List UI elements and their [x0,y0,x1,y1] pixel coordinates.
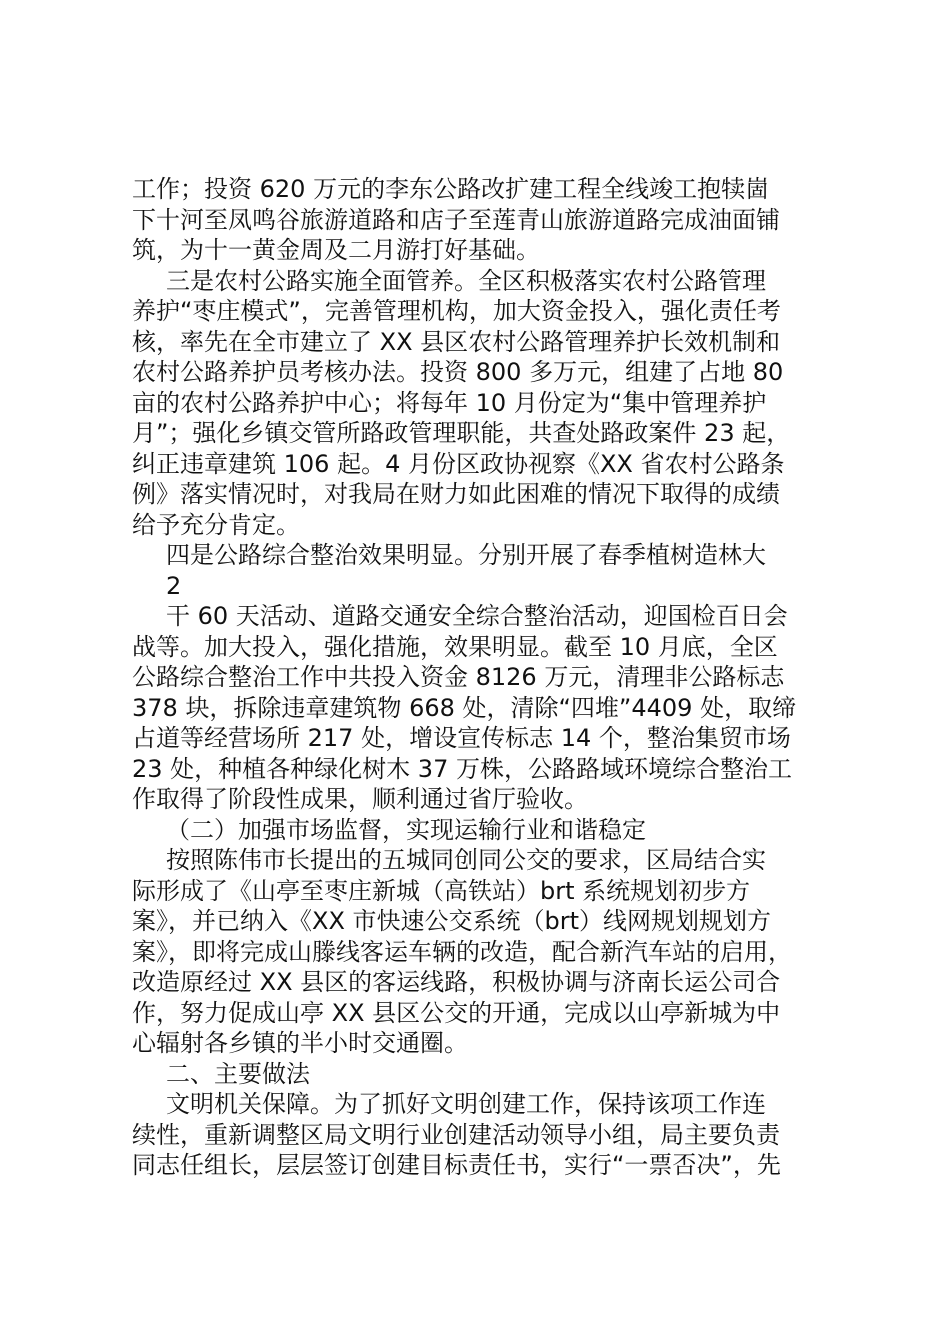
text-line: 改造原经过 XX 县区的客运线路，积极协调与济南长运公司合 [132,968,781,996]
text-line: 文明机关保障。为了抓好文明创建工作，保持该项工作连 [166,1090,766,1118]
text-line: 23 处，种植各种绿化树木 37 万株，公路路域环境综合整治工 [132,754,792,783]
text-line: 月”；强化乡镇交管所路政管理职能，共查处路政案件 23 起， [132,419,791,447]
text-line: 农村公路养护员考核办法。投资 800 多万元，组建了占地 80 [132,358,784,386]
text-line: 占道等经营场所 217 处，增设宣传标志 14 个，整治集贸市场 [132,724,791,752]
text-line: 下十河至凤鸣谷旅游道路和店子至莲青山旅游道路完成油面铺 [132,205,780,234]
document-body [132,174,832,1181]
text-line: 作，努力促成山亭 XX 县区公交的开通，完成以山亭新城为中 [132,998,781,1027]
text-line: 378 块，拆除违章建筑物 668 处，清除“四堆”4409 处，取缔 [132,693,797,722]
text-line: 亩的农村公路养护中心；将每年 10 月份定为“集中管理养护 [132,388,767,417]
text-line: 筑，为十一黄金周及二月游打好基础。 [132,236,540,264]
text-line: 四是公路综合整治效果明显。分别开展了春季植树造林大 [166,541,766,569]
text-line: 三是农村公路实施全面管养。全区积极落实农村公路管理 [166,266,766,295]
text-line: （二）加强市场监督，实现运输行业和谐稳定 [166,815,646,844]
text-line: 续性，重新调整区局文明行业创建活动领导小组，局主要负责 [132,1120,780,1149]
text-line: 核，率先在全市建立了 XX 县区农村公路管理养护长效机制和 [132,327,781,356]
text-line: 给予充分肯定。 [132,510,300,539]
text-line: 案》，并已纳入《XX 市快速公交系统（brt）线网规划规划方 [132,907,772,935]
text-line: 养护“枣庄模式”，完善管理机构，加大资金投入，强化责任考 [132,297,781,325]
document-page [132,174,832,1181]
page-number: 2 [166,571,182,600]
text-line: 二、主要做法 [166,1059,310,1088]
text-line: 按照陈伟市长提出的五城同创同公交的要求，区局结合实 [166,846,766,874]
text-line: 例》落实情况时，对我局在财力如此困难的情况下取得的成绩 [132,480,780,508]
text-line: 公路综合整治工作中共投入资金 8126 万元，清理非公路标志 [132,663,785,691]
text-line: 工作；投资 620 万元的李东公路改扩建工程全线竣工抱犊崮 [132,175,770,203]
text-line: 际形成了《山亭至枣庄新城（高铁站）brt 系统规划初步方 [132,876,751,905]
text-line: 作取得了阶段性成果，顺利通过省厅验收。 [132,785,588,813]
text-line: 心辐射各乡镇的半小时交通圈。 [132,1029,468,1057]
text-line: 案》，即将完成山滕线客运车辆的改造，配合新汽车站的启用， [132,937,792,966]
text-line: 同志任组长，层层签订创建目标责任书，实行“一票否决”，先 [132,1151,781,1179]
text-line: 战等。加大投入，强化措施，效果明显。截至 10 月底，全区 [132,632,778,661]
text-line: 纠正违章建筑 106 起。4 月份区政协视察《XX 省农村公路条 [132,449,785,478]
text-line: 干 60 天活动、道路交通安全综合整治活动，迎国检百日会 [166,602,788,630]
